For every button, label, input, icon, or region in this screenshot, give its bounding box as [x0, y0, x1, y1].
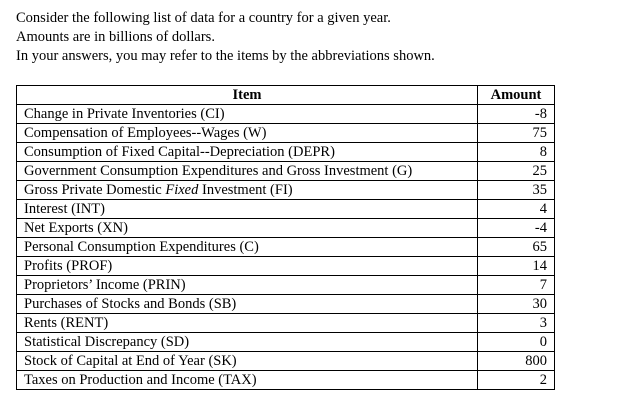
table-row: [17, 219, 555, 238]
amount-cell: -4: [478, 219, 555, 238]
table-row: [17, 257, 555, 276]
table-row: [17, 105, 555, 124]
intro-text: [16, 9, 435, 66]
intro-line-2: Amounts are in billions of dollars.: [16, 29, 215, 45]
item-column-header: Item: [17, 86, 478, 105]
table-row: [17, 200, 555, 219]
item-text-italic: Fixed: [165, 182, 199, 198]
intro-line-1: Consider the following list of data for a country for a given year.: [16, 10, 391, 26]
amount-cell: 8: [478, 143, 555, 162]
amount-cell: 75: [478, 124, 555, 143]
amount-cell: 3: [478, 314, 555, 333]
amount-cell: 14: [478, 257, 555, 276]
item-cell: Government Consumption Expenditures and Gross Investment (G): [17, 162, 478, 181]
table-row: [17, 276, 555, 295]
item-cell: Statistical Discrepancy (SD): [17, 333, 478, 352]
item-text-post: Investment (FI): [198, 182, 293, 198]
table-row: [17, 181, 555, 200]
amount-cell: 65: [478, 238, 555, 257]
amount-cell: 800: [478, 352, 555, 371]
item-cell: [17, 181, 478, 200]
table-header-row: [17, 86, 555, 105]
item-cell: Rents (RENT): [17, 314, 478, 333]
item-cell: Profits (PROF): [17, 257, 478, 276]
data-table: [16, 85, 555, 390]
table-row: [17, 371, 555, 390]
amount-cell: 4: [478, 200, 555, 219]
item-cell: Change in Private Inventories (CI): [17, 105, 478, 124]
amount-column-header: Amount: [478, 86, 555, 105]
table-row: [17, 124, 555, 143]
amount-cell: 0: [478, 333, 555, 352]
item-cell: Personal Consumption Expenditures (C): [17, 238, 478, 257]
amount-cell: 35: [478, 181, 555, 200]
table-row: [17, 143, 555, 162]
amount-cell: 25: [478, 162, 555, 181]
item-text-pre: Gross Private Domestic: [24, 182, 166, 198]
amount-cell: 30: [478, 295, 555, 314]
item-cell: Taxes on Production and Income (TAX): [17, 371, 478, 390]
table-row: [17, 333, 555, 352]
table-row: [17, 352, 555, 371]
item-cell: Interest (INT): [17, 200, 478, 219]
table-row: [17, 314, 555, 333]
item-cell: Consumption of Fixed Capital--Depreciation (DEPR): [17, 143, 478, 162]
item-cell: Purchases of Stocks and Bonds (SB): [17, 295, 478, 314]
table-row: [17, 238, 555, 257]
amount-cell: 2: [478, 371, 555, 390]
amount-cell: -8: [478, 105, 555, 124]
table-row: [17, 162, 555, 181]
item-cell: Stock of Capital at End of Year (SK): [17, 352, 478, 371]
table-row: [17, 295, 555, 314]
amount-cell: 7: [478, 276, 555, 295]
item-cell: Net Exports (XN): [17, 219, 478, 238]
item-cell: Proprietors’ Income (PRIN): [17, 276, 478, 295]
item-cell: Compensation of Employees--Wages (W): [17, 124, 478, 143]
intro-line-3: In your answers, you may refer to the items by the abbreviations shown.: [16, 48, 435, 64]
